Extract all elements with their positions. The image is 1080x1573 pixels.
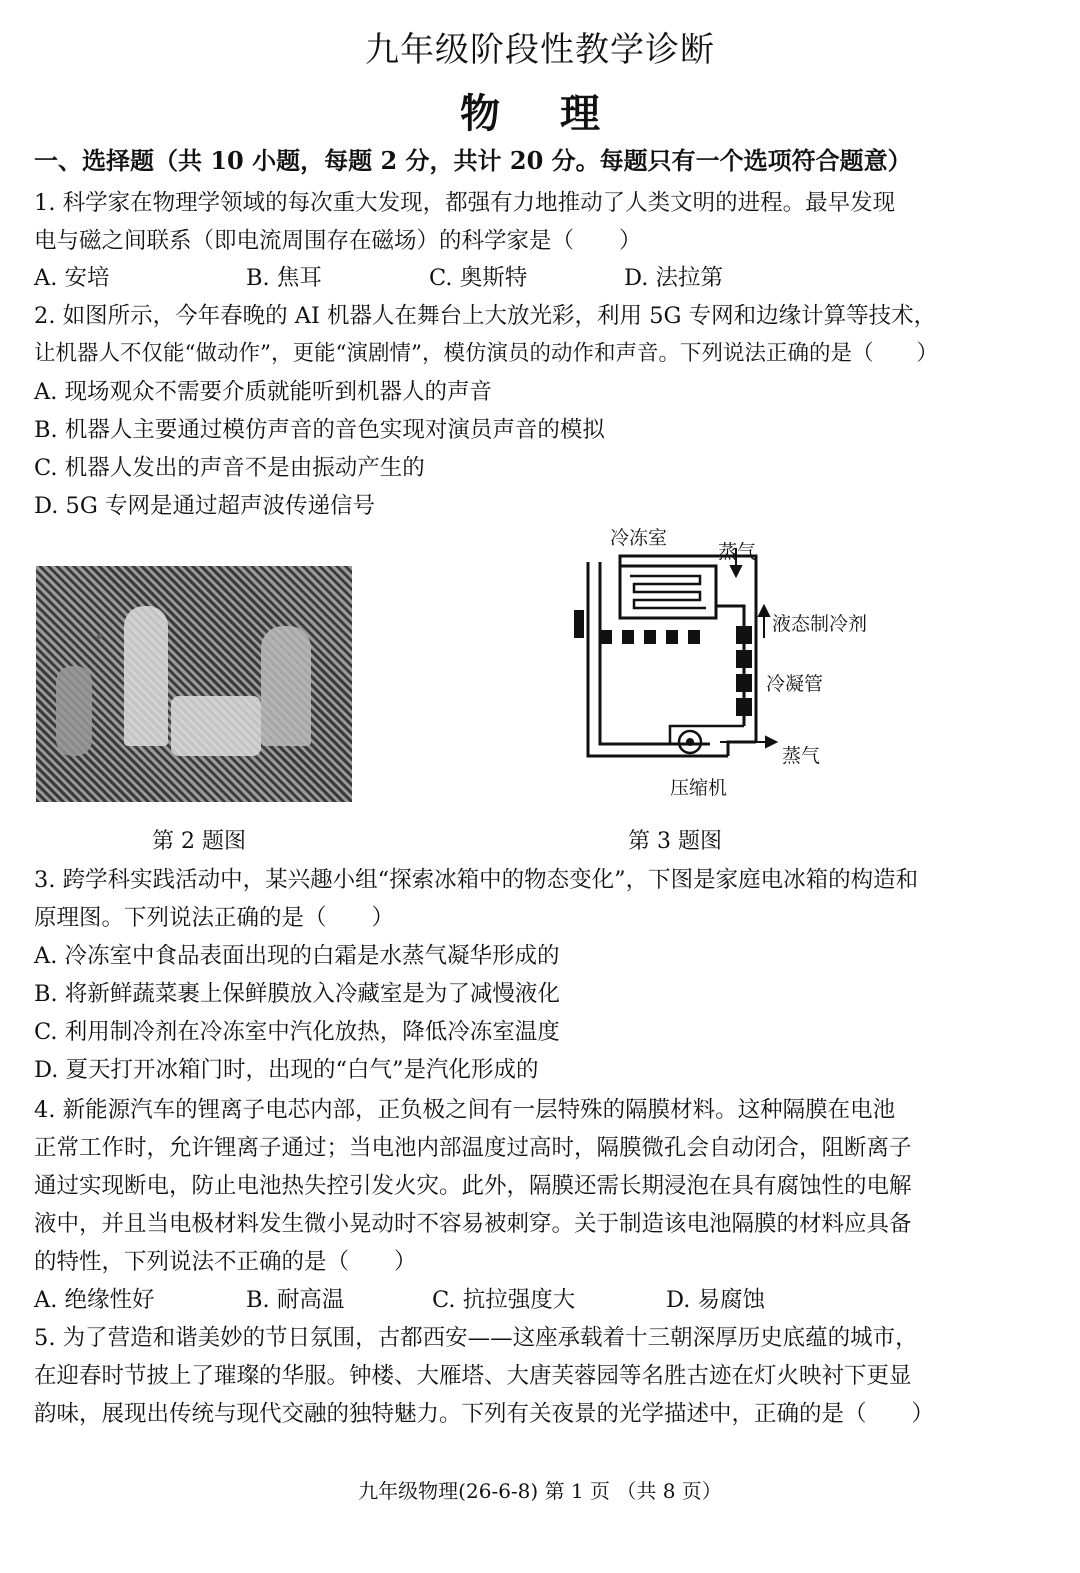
q3-option-c: C. 利用制冷剂在冷冻室中汽化放热，降低冷冻室温度 xyxy=(34,1019,560,1045)
q5-line2: 在迎春时节披上了璀璨的华服。钟楼、大雁塔、大唐芙蓉园等名胜古迹在灯火映衬下更显 xyxy=(34,1363,912,1389)
q4-option-a: A. 绝缘性好 xyxy=(34,1287,155,1313)
q2-option-a: A. 现场观众不需要介质就能听到机器人的声音 xyxy=(34,379,493,405)
q4-line4: 液中，并且当电极材料发生微小晃动时不容易被刺穿。关于制造该电池隔膜的材料应具备 xyxy=(34,1211,912,1237)
q1-option-c: C. 奥斯特 xyxy=(429,265,528,291)
q1-option-b: B. 焦耳 xyxy=(246,265,322,291)
label-vapor-top: 蒸气 xyxy=(718,542,757,563)
q2-line2: 让机器人不仅能“做动作”，更能“演剧情”，模仿演员的动作和声音。下列说法正确的是（ ） xyxy=(34,341,938,366)
caption-q3: 第 3 题图 xyxy=(628,829,722,854)
q4-line2: 正常工作时，允许锂离子通过；当电池内部温度过高时，隔膜微孔会自动闭合，阻断离子 xyxy=(34,1135,912,1161)
exam-title: 九年级阶段性教学诊断 xyxy=(365,30,715,70)
label-compressor: 压缩机 xyxy=(670,778,728,799)
q1-option-d: D. 法拉第 xyxy=(624,265,724,291)
q1-line2: 电与磁之间联系（即电流周围存在磁场）的科学家是（ ） xyxy=(34,228,642,254)
q5-line3: 韵味，展现出传统与现代交融的独特魅力。下列有关夜景的光学描述中，正确的是（ ） xyxy=(34,1401,935,1427)
q4-line5: 的特性，下列说法不正确的是（ ） xyxy=(34,1249,417,1275)
q1-option-a: A. 安培 xyxy=(34,265,110,291)
q3-line1: 3. 跨学科实践活动中，某兴趣小组“探索冰箱中的物态变化”，下图是家庭电冰箱的构造和 xyxy=(34,867,919,893)
q2-option-b: B. 机器人主要通过模仿声音的音色实现对演员声音的模拟 xyxy=(34,417,605,443)
q3-option-d: D. 夏天打开冰箱门时，出现的“白气”是汽化形成的 xyxy=(34,1057,539,1083)
subject-title: 物理 xyxy=(460,90,660,137)
label-liquid-refrigerant: 液态制冷剂 xyxy=(772,614,868,635)
label-condenser: 冷凝管 xyxy=(766,674,824,695)
q4-option-d: D. 易腐蚀 xyxy=(666,1287,766,1313)
q3-line2: 原理图。下列说法正确的是（ ） xyxy=(34,905,395,931)
q1-line1: 1. 科学家在物理学领域的每次重大发现，都强有力地推动了人类文明的进程。最早发现 xyxy=(34,190,896,216)
page-footer: 九年级物理(26-6-8) 第 1 页 （共 8 页） xyxy=(358,1479,722,1503)
label-vapor-bottom: 蒸气 xyxy=(782,746,821,767)
q4-option-c: C. 抗拉强度大 xyxy=(432,1287,576,1313)
q2-line1: 2. 如图所示，今年春晚的 AI 机器人在舞台上大放光彩，利用 5G 专网和边缘计算等技术， xyxy=(34,303,937,329)
robot-stage-photo xyxy=(36,566,352,802)
q2-option-d: D. 5G 专网是通过超声波传递信号 xyxy=(34,493,375,519)
section-heading: 一、选择题（共 10 小题，每题 2 分，共计 20 分。每题只有一个选项符合题意） xyxy=(34,146,912,175)
q4-option-b: B. 耐高温 xyxy=(246,1287,345,1313)
q5-line1: 5. 为了营造和谐美妙的节日氛围，古都西安——这座承载着十三朝深厚历史底蕴的城市， xyxy=(34,1325,918,1351)
q3-option-b: B. 将新鲜蔬菜裹上保鲜膜放入冷藏室是为了减慢液化 xyxy=(34,981,560,1007)
q3-option-a: A. 冷冻室中食品表面出现的白霜是水蒸气凝华形成的 xyxy=(34,943,560,969)
caption-q2: 第 2 题图 xyxy=(152,829,246,854)
label-freezer: 冷冻室 xyxy=(610,528,668,549)
q4-line3: 通过实现断电，防止电池热失控引发火灾。此外，隔膜还需长期浸泡在具有腐蚀性的电解 xyxy=(34,1173,912,1199)
refrigerator-diagram xyxy=(560,526,900,806)
q2-option-c: C. 机器人发出的声音不是由振动产生的 xyxy=(34,455,425,481)
q4-line1: 4. 新能源汽车的锂离子电芯内部，正负极之间有一层特殊的隔膜材料。这种隔膜在电池 xyxy=(34,1097,896,1123)
